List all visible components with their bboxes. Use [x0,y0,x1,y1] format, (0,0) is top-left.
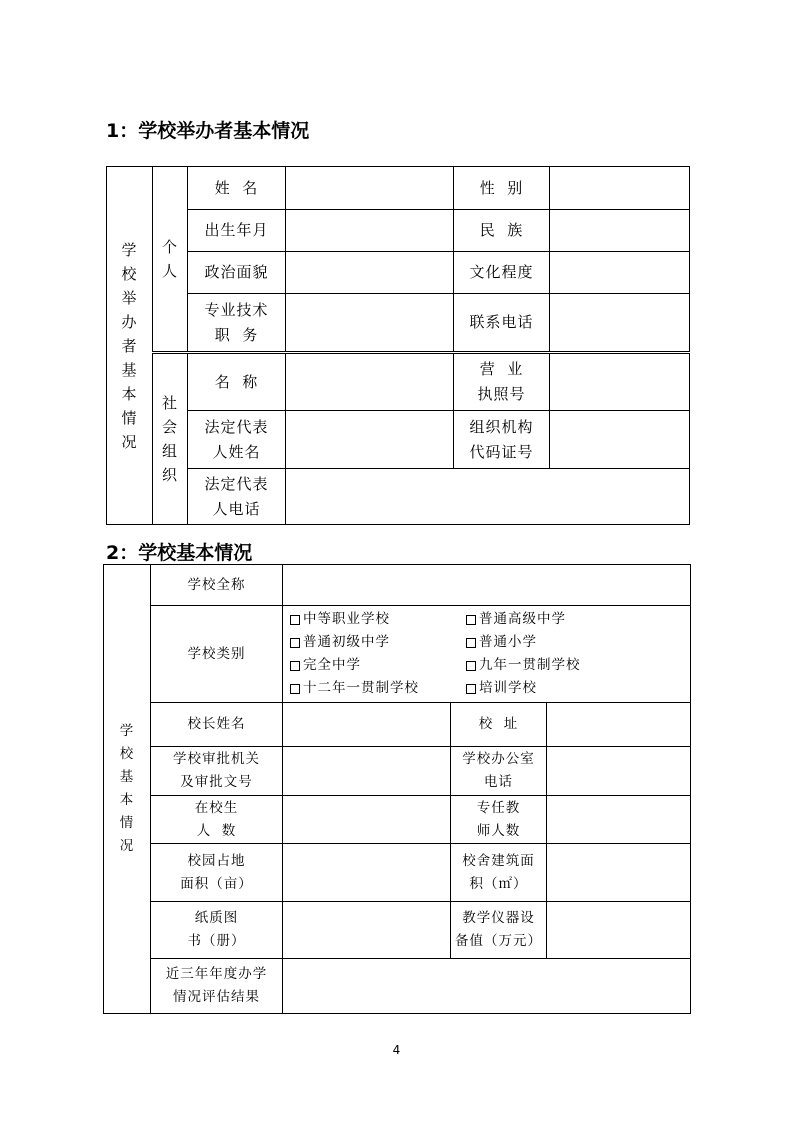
section1-title: 1：学校举办者基本情况 [106,120,310,142]
organization-label: 社 会 组 织 [153,353,188,525]
evaluation-label: 近三年年度办学 情况评估结果 [151,959,283,1014]
gender-label: 性 别 [454,167,550,210]
ethnicity-input[interactable] [550,210,690,252]
political-label: 政治面貌 [188,252,286,294]
org-code-label: 组织机构 代码证号 [454,411,550,469]
legal-rep-input[interactable] [286,411,454,469]
building-area-input[interactable] [547,844,691,902]
equipment-label: 教学仪器设 备值（万元） [451,902,547,959]
checkbox-icon[interactable] [466,615,476,625]
phone-label: 联系电话 [454,294,550,353]
land-area-input[interactable] [283,844,451,902]
full-name-label: 学校全称 [151,565,283,606]
org-name-input[interactable] [286,353,454,411]
legal-rep-label: 法定代表 人姓名 [188,411,286,469]
evaluation-input[interactable] [283,959,691,1014]
checkbox-icon[interactable] [290,661,300,671]
political-input[interactable] [286,252,454,294]
legal-phone-input[interactable] [286,469,690,525]
checkbox-icon[interactable] [466,638,476,648]
page-number: 4 [392,1043,401,1057]
option-primary[interactable]: 普通小学 [466,631,537,654]
legal-phone-label: 法定代表 人电话 [188,469,286,525]
tech-title-input[interactable] [286,294,454,353]
tech-title-label: 专业技术 职 务 [188,294,286,353]
approval-label: 学校审批机关 及审批文号 [151,747,283,796]
school-group-label: 学 校 基 本 情 况 [104,565,151,1014]
option-junior-high[interactable]: 普通初级中学 [290,631,466,654]
phone-input[interactable] [550,294,690,353]
option-training[interactable]: 培训学校 [466,677,537,700]
equipment-input[interactable] [547,902,691,959]
office-phone-input[interactable] [547,747,691,796]
gender-input[interactable] [550,167,690,210]
founder-info-table [106,166,690,525]
org-code-input[interactable] [550,411,690,469]
option-twelve-year[interactable]: 十二年一贯制学校 [290,677,466,700]
books-input[interactable] [283,902,451,959]
individual-label: 个 人 [153,167,188,353]
category-options [283,606,691,703]
option-senior-high[interactable]: 普通高级中学 [466,608,566,631]
name-label: 姓 名 [188,167,286,210]
principal-label: 校长姓名 [151,703,283,747]
checkbox-icon[interactable] [290,684,300,694]
checkbox-icon[interactable] [466,684,476,694]
education-input[interactable] [550,252,690,294]
address-input[interactable] [547,703,691,747]
education-label: 文化程度 [454,252,550,294]
ethnicity-label: 民 族 [454,210,550,252]
section2-title: 2：学校基本情况 [106,542,253,564]
category-label: 学校类别 [151,606,283,703]
option-complete-middle[interactable]: 完全中学 [290,654,466,677]
principal-input[interactable] [283,703,451,747]
birth-input[interactable] [286,210,454,252]
option-nine-year[interactable]: 九年一贯制学校 [466,654,581,677]
teachers-label: 专任教 师人数 [451,796,547,844]
address-label: 校 址 [451,703,547,747]
office-phone-label: 学校办公室 电话 [451,747,547,796]
checkbox-icon[interactable] [290,638,300,648]
org-name-label: 名 称 [188,353,286,411]
license-input[interactable] [550,353,690,411]
birth-label: 出生年月 [188,210,286,252]
building-area-label: 校舍建筑面 积（㎡） [451,844,547,902]
full-name-input[interactable] [283,565,691,606]
students-input[interactable] [283,796,451,844]
checkbox-icon[interactable] [290,615,300,625]
option-vocational[interactable]: 中等职业学校 [290,608,466,631]
checkbox-icon[interactable] [466,661,476,671]
approval-input[interactable] [283,747,451,796]
land-area-label: 校园占地 面积（亩） [151,844,283,902]
students-label: 在校生 人 数 [151,796,283,844]
teachers-input[interactable] [547,796,691,844]
founder-group-label: 学 校 举 办 者 基 本 情 况 [107,167,153,525]
school-info-table [103,564,691,1014]
license-label: 营 业 执照号 [454,353,550,411]
books-label: 纸质图 书（册） [151,902,283,959]
name-input[interactable] [286,167,454,210]
